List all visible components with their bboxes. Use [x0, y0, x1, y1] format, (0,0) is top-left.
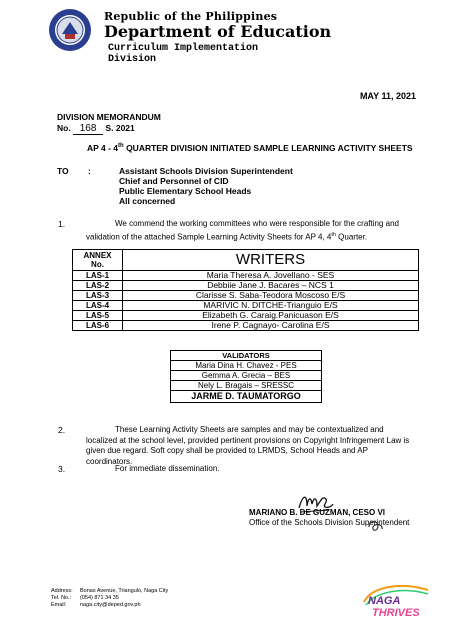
writer-cell: Maria Theresa A. Jovellano - SES: [123, 271, 419, 281]
paragraph-1-number: 1.: [58, 219, 66, 229]
footer-email-line: [51, 602, 168, 609]
writer-cell: Debbiie Jane J. Bacares – NCS 1: [123, 281, 419, 291]
recipient-list: [119, 166, 293, 206]
address-value: Bonas Avenue, Triangulo, Naga City: [80, 588, 169, 594]
paragraph-2-number: 2.: [58, 425, 66, 435]
svg-text:THRIVES: THRIVES: [372, 607, 420, 619]
memo-number: 168: [73, 123, 103, 135]
annex-header-line-2: No.: [91, 260, 104, 269]
writer-cell: Irene P. Cagnayo- Carolina E/S: [123, 321, 419, 331]
annex-cell: LAS-5: [73, 311, 123, 321]
subject-sup: th: [118, 143, 124, 150]
table-row: [73, 321, 419, 331]
footer-contact: [51, 588, 168, 609]
subject-rest: QUARTER DIVISION INITIATED SAMPLE LEARNING ACTIVITY SHEETS: [123, 143, 413, 153]
writer-cell: Clarisse S. Saba-Teodora Moscoso E/S: [123, 291, 419, 301]
recipient-item: All concerned: [119, 196, 176, 206]
tel-value: (054) 871 34 35: [80, 595, 119, 601]
table-row: [73, 271, 419, 281]
footer-tel-line: [51, 595, 168, 602]
subject-prefix: AP 4 - 4: [87, 143, 119, 153]
email-value: naga.city@deped.gov.ph: [80, 602, 141, 608]
writer-cell: MARIVIC N. DITCHE-Trianguio E/S: [123, 301, 419, 311]
division-line-2: Division: [108, 54, 157, 65]
recipient-item: Chief and Personnel of CID: [119, 176, 229, 186]
memo-number-line: [57, 123, 161, 135]
annex-cell: LAS-2: [73, 281, 123, 291]
deped-seal-icon: [48, 8, 92, 52]
paragraph-3: For immediate dissemination.: [115, 464, 220, 473]
paragraph-2: These Learning Activity Sheets are samples and may be contextualized and localized at the school level, provided pertinent provisions on Copyright Infringement Law is given due regard. Soft copy shall be provided to LRMDS, School Heads and AP coordinators.: [86, 425, 410, 466]
annex-cell: LAS-6: [73, 321, 123, 331]
signatory-name: MARIANO B. DE GUZMAN, CESO VI: [249, 508, 386, 517]
memo-heading: [57, 112, 161, 135]
annex-cell: LAS-1: [73, 271, 123, 281]
footer-address-line: [51, 588, 168, 595]
department-heading: Department of Education: [104, 22, 332, 41]
naga-thrives-logo-icon: [362, 582, 432, 620]
svg-text:NAGA: NAGA: [368, 595, 401, 607]
validator-cell: Gemma A. Grecia – BES: [171, 371, 322, 381]
recipient-item: Public Elementary School Heads: [119, 186, 252, 196]
validators-header: VALIDATORS: [171, 351, 322, 361]
recipient-item: Assistant Schools Division Superintendent: [119, 166, 293, 176]
table-row: [73, 281, 419, 291]
paragraph-1-sup: th: [331, 231, 336, 238]
memo-label: DIVISION MEMORANDUM: [57, 112, 161, 122]
to-colon: :: [88, 166, 91, 176]
memo-no-label: No.: [57, 123, 71, 133]
writers-table-header: [73, 250, 419, 271]
address-label: Address:: [51, 588, 73, 594]
memo-date: MAY 11, 2021: [359, 91, 416, 101]
paragraph-1-text: We commend the working committees who were responsible for the crafting and validation of the attached Sample Learning Activity Sheets for AP 4, 4: [86, 219, 399, 242]
republic-heading: Republic of the Philippines: [104, 10, 278, 23]
validator-final-cell: JARME D. TAUMATORGO: [171, 391, 322, 403]
annex-header-line-1: ANNEX: [83, 251, 112, 260]
division-line-1: Curriculum Implementation: [108, 43, 259, 54]
signatory-office: Office of the Schools Division Superintendent: [249, 518, 410, 527]
validator-cell: Nely L. Bragais – SRESSC: [171, 381, 322, 391]
initial-mark-icon: [366, 517, 386, 535]
writers-table: [72, 249, 419, 331]
table-row: [73, 311, 419, 321]
annex-header: [73, 250, 123, 271]
tel-label: Tel. No.:: [51, 595, 72, 601]
validator-cell: Maria Dina H. Chavez - PES: [171, 361, 322, 371]
division-heading: [108, 43, 258, 65]
paragraph-3-number: 3.: [58, 464, 66, 474]
table-row: [73, 291, 419, 301]
annex-cell: LAS-3: [73, 291, 123, 301]
memo-subject: [87, 143, 413, 153]
annex-cell: LAS-4: [73, 301, 123, 311]
to-label: TO: [57, 166, 69, 176]
paragraph-1: [86, 219, 416, 243]
validators-table: [170, 350, 322, 403]
memo-series: S. 2021: [105, 123, 135, 133]
paragraph-1-end: Quarter.: [335, 232, 368, 242]
table-row: [73, 301, 419, 311]
email-label: Email:: [51, 602, 67, 608]
writers-header: WRITERS: [123, 250, 419, 271]
writer-cell: Elizabeth G. Caraig.Panicuason E/S: [123, 311, 419, 321]
